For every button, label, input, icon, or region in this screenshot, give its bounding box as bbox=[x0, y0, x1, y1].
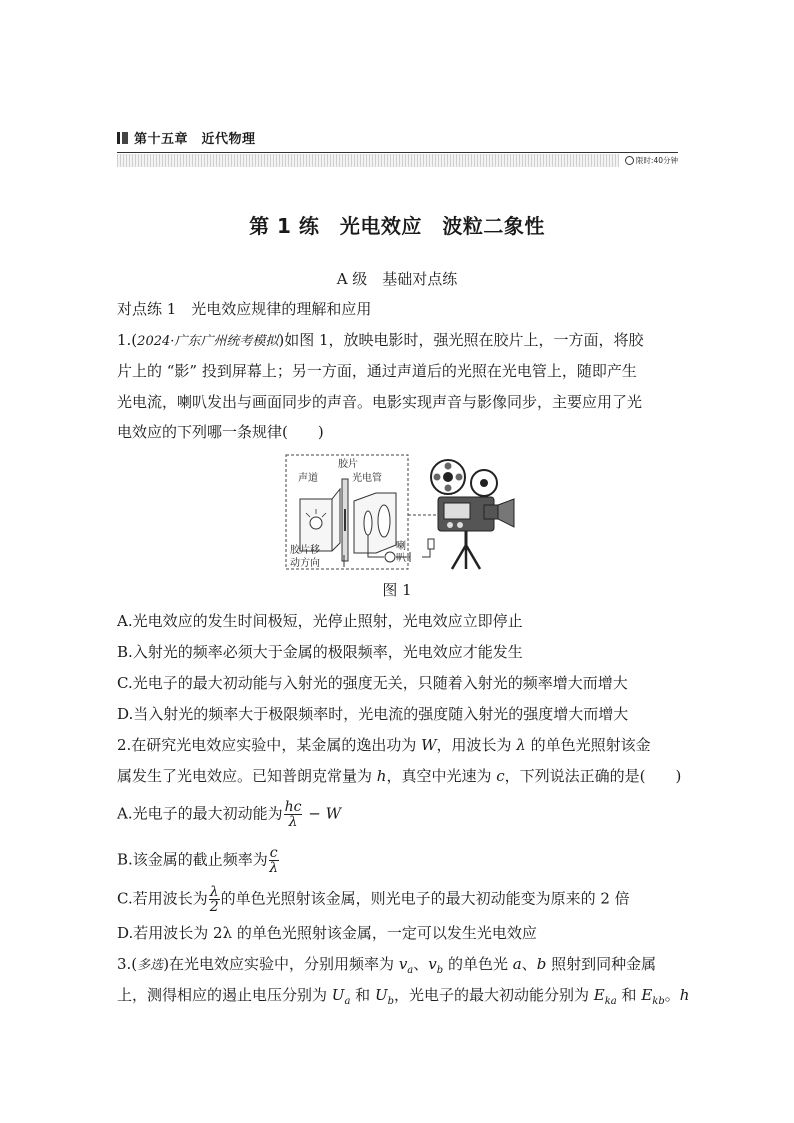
header-mark bbox=[117, 132, 120, 144]
q2-option-a bbox=[117, 800, 341, 829]
label-speaker-1: 喇 bbox=[396, 541, 406, 552]
q3-line-2 bbox=[117, 985, 689, 1012]
sub-ka: ka bbox=[604, 996, 617, 1007]
speaker-icon bbox=[428, 539, 434, 549]
chapter-title: 第十五章 近代物理 bbox=[134, 132, 256, 147]
sub-b: b bbox=[436, 965, 444, 976]
photo-tube-window bbox=[378, 505, 390, 537]
projector-icon bbox=[431, 460, 514, 569]
q1-option-d: D.当入射光的频率大于极限频率时，光电流的强度随入射光的强度增大而增大 bbox=[117, 705, 629, 723]
label-move-2: 动方向 bbox=[290, 558, 320, 569]
var-w: W bbox=[421, 736, 437, 754]
q1-text-1: )如图 1，放映电影时，强光照在胶片上，一方面，将胶 bbox=[278, 331, 644, 349]
var-ub: U bbox=[374, 986, 388, 1004]
q2-option-b bbox=[117, 846, 280, 875]
q1-line-2: 片上的 “影” 投到屏幕上；另一方面，通过声道后的光照在光电管上，随即产生 bbox=[117, 362, 637, 380]
q1-line-1 bbox=[117, 330, 644, 352]
q2-option-c bbox=[117, 885, 630, 914]
var-h: h bbox=[376, 767, 387, 785]
q1-option-b: B.入射光的频率必须大于金属的极限频率，光电效应才能发生 bbox=[117, 643, 523, 661]
projector-figure bbox=[284, 453, 520, 571]
header-rule bbox=[117, 152, 678, 153]
q3-text: 、 bbox=[413, 955, 429, 973]
q2-line-1 bbox=[117, 735, 651, 755]
q3-text: 上，测得相应的遏止电压分别为 bbox=[117, 986, 332, 1004]
q1-option-c: C.光电子的最大初动能与入射光的强度无关，只随着入射光的频率增大而增大 bbox=[117, 674, 628, 692]
q2-text: 属发生了光电效应。已知普朗克常量为 bbox=[117, 767, 377, 785]
tripod-legs bbox=[452, 545, 480, 569]
bulb-icon bbox=[310, 517, 322, 529]
label-tube: 光电管 bbox=[352, 473, 382, 484]
q2-option-b-text: B.该金属的截止频率为 bbox=[117, 850, 268, 869]
q2-option-c-tail: 的单色光照射该金属，则光电子的最大初动能变为原来的 2 倍 bbox=[220, 889, 630, 908]
fraction-lambda-2 bbox=[209, 885, 220, 914]
chapter-header bbox=[117, 128, 678, 170]
sub-a: a bbox=[344, 996, 351, 1007]
q2-option-a-tail: − W bbox=[303, 804, 341, 823]
level-heading: A 级 基础对点练 bbox=[336, 270, 458, 288]
var-h: h bbox=[679, 986, 690, 1004]
var-vb: v bbox=[428, 955, 437, 973]
q1-option-a: A.光电效应的发生时间极短，光停止照射，光电效应立即停止 bbox=[117, 612, 523, 630]
frac-den: λ bbox=[269, 860, 279, 876]
figure-caption: 图 1 bbox=[382, 581, 412, 599]
q3-text: ，光电子的最大初动能分别为 bbox=[394, 986, 594, 1004]
q3-tag: 多选 bbox=[137, 958, 164, 973]
sub-a: a bbox=[407, 965, 414, 976]
label-film: 胶片 bbox=[338, 459, 358, 470]
label-move-1: 胶片移 bbox=[290, 545, 320, 556]
var-ua: U bbox=[331, 986, 345, 1004]
var-ekb: E bbox=[641, 986, 653, 1004]
var-va: v bbox=[398, 955, 408, 973]
q1-line-4: 电效应的下列哪一条规律( ) bbox=[117, 423, 324, 441]
time-limit: 限时:40分钟 bbox=[635, 156, 678, 165]
projector-lens bbox=[498, 499, 514, 527]
var-lambda: λ bbox=[516, 736, 526, 754]
q3-text: 照射到同种金属 bbox=[546, 955, 657, 973]
sub-kb: kb bbox=[652, 996, 665, 1007]
q3-text: 和 bbox=[350, 986, 375, 1004]
header-band bbox=[117, 154, 678, 167]
q2-option-d: D.若用波长为 2λ 的单色光照射该金属，一定可以发生光电效应 bbox=[117, 924, 537, 942]
fraction-hc-lambda bbox=[284, 800, 303, 829]
clock-icon bbox=[625, 156, 634, 165]
var-c: c bbox=[496, 767, 505, 785]
frac-num: λ bbox=[209, 884, 219, 900]
q1-line-3: 光电流，喇叭发出与画面同步的声音。电影实现声音与影像同步，主要应用了光 bbox=[117, 393, 643, 411]
frac-num: c bbox=[269, 845, 278, 861]
q2-text: ，真空中光速为 bbox=[386, 767, 497, 785]
page-title: 第 1 练 光电效应 波粒二象性 bbox=[249, 214, 545, 238]
film-slot bbox=[344, 509, 346, 531]
time-limit-badge bbox=[619, 154, 678, 167]
label-track: 声道 bbox=[298, 473, 318, 484]
q2-text: ，下列说法正确的是( ) bbox=[504, 767, 682, 785]
var-a: a bbox=[512, 955, 522, 973]
label-speaker-2: 叭 bbox=[396, 553, 406, 564]
header-mark-secondary bbox=[122, 132, 128, 144]
q2-text: 2.在研究光电效应实验中，某金属的逸出功为 bbox=[117, 736, 422, 754]
q2-text: 的单色光照射该金 bbox=[525, 736, 651, 754]
q2-line-2 bbox=[117, 766, 681, 786]
q3-number: 3.( bbox=[117, 955, 138, 973]
var-b: b bbox=[536, 955, 547, 973]
frac-den: λ bbox=[288, 814, 298, 830]
sub-b: b bbox=[387, 996, 395, 1007]
section-heading: 对点练 1 光电效应规律的理解和应用 bbox=[117, 300, 372, 318]
frac-num: hc bbox=[284, 799, 302, 815]
q2-text: ，用波长为 bbox=[436, 736, 517, 754]
frac-den: 2 bbox=[209, 899, 219, 915]
q3-text: )在光电效应实验中，分别用频率为 bbox=[163, 955, 399, 973]
q3-line-1 bbox=[117, 954, 656, 981]
q3-text: 的单色光 bbox=[443, 955, 513, 973]
q3-text: 、 bbox=[521, 955, 537, 973]
q3-text: 和 bbox=[616, 986, 642, 1004]
q2-option-a-text: A.光电子的最大初动能为 bbox=[117, 804, 283, 823]
q1-number: 1.( bbox=[117, 331, 138, 349]
q3-text: 。 bbox=[664, 986, 680, 1004]
photo-tube-lens bbox=[364, 511, 372, 535]
var-eka: E bbox=[593, 986, 605, 1004]
q2-option-c-text: C.若用波长为 bbox=[117, 889, 208, 908]
meter-icon bbox=[385, 552, 395, 562]
fraction-c-lambda bbox=[269, 846, 279, 875]
q1-source: 2024·广东广州统考模拟 bbox=[137, 334, 279, 349]
